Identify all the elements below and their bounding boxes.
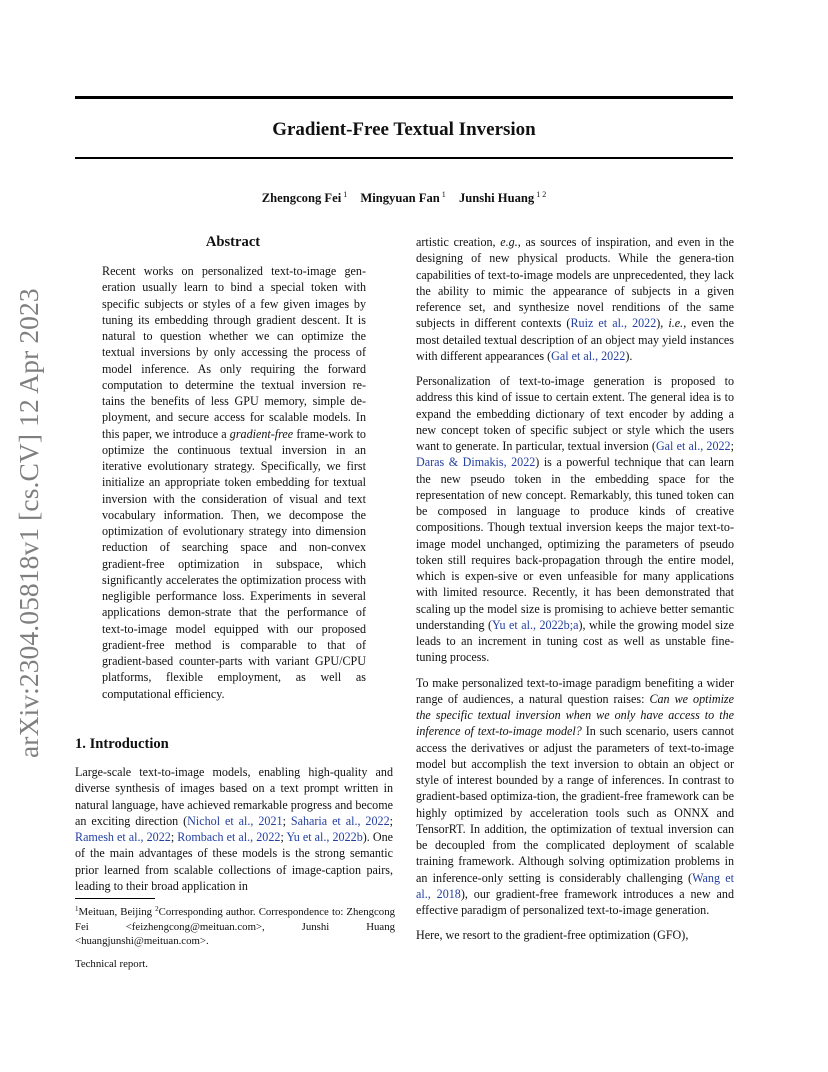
abstract-text: frame-work to optimize the continuous textual inversion in an iterative evolutionary strategy. Specifically, we first initialize an appropriate token embedding for textual inversion with the consideration of visual and text vocabulary information. Then, we decompose the optimization of evolutionary strategy into dimension reduction of searching space and non-convex gradient-free optimization in subspace, which significantly accelerates the optimization process with negligible performance loss. Experiments in several applications demon-strate that the performance of text-to-image model equipped with our proposed gradient-free method is comparable to that of gradient-based counter-parts with variant GPU/CPU platforms, flexible employment, as well as computational efficiency. [102, 426, 366, 701]
body-text: To make personalized text-to-image paradigm benefiting a wider range of audiences, a natural question raises: [416, 675, 734, 706]
footnote-rule [75, 898, 155, 899]
abstract-emphasis: gradient-free [229, 426, 294, 441]
citation-link[interactable]: Yu et al., 2022b [286, 830, 363, 844]
technical-report-note: Technical report. [75, 958, 148, 970]
author [459, 191, 546, 205]
body-paragraph: Here, we resort to the gradient-free optimization (GFO), [416, 928, 689, 943]
body-text: artistic creation, [416, 235, 501, 249]
citation-link[interactable]: Gal et al., 2022 [655, 439, 731, 453]
body-text: ; [730, 439, 734, 453]
author-affiliation: 1 [343, 190, 348, 199]
citation-link[interactable]: Yu et al., 2022b;a [492, 617, 579, 632]
emphasis: i.e. [668, 316, 684, 331]
body-text: ; [170, 830, 178, 844]
citation-link[interactable]: Nichol et al., 2021 [187, 813, 283, 828]
author-affiliation: 1 [441, 190, 446, 199]
body-text: In such scenario, users cannot access the derivatives or adjust the parameters of text-to-image model but accomplish the text inversion to obtain an object or style of interest bounded by a range of inferences. In contrast to gradient-based optimiza-tion, the gradient-free framework can be highly optimized by acceleration tools such as ONNX and TensorRT. In addition, the optimization of textual inversion can be decoupled from the complicated deployment of scalable training framework. Although solving optimization problems in an inference-only setting is considerably challenging ( [416, 724, 734, 885]
author [262, 191, 347, 205]
emphasis: Can we optimize the specific textual inversion when we only have access to the inference of text-to-image model? [416, 691, 735, 739]
citation-link[interactable]: Ramesh et al., 2022 [75, 830, 171, 844]
body-text: ) is a powerful technique that can learn the new pseudo token in the embedding space for the representation of new concept. Remarkably, this tuned token can be composed in language to produce kinds of creative compositions. Though textual inversion keeps the major text-to-image model unchanged, optimizing the parameters of pseudo token still requires back-propagation through the entire model, which is expen-sive or even unfeasible for many applications with limited resource. Recently, it has been demonstrated that scaling up the model size is promising to achieve better semantic understanding ( [416, 455, 734, 632]
body-paragraph [416, 373, 734, 666]
citation-link[interactable]: Daras & Dimakis, 2022 [416, 455, 536, 470]
body-text: ), our gradient-free framework introduces a new and effective paradigm of personalized text-to-image generation. [416, 886, 734, 917]
emphasis: e.g. [500, 235, 518, 249]
body-paragraph [416, 675, 734, 919]
author-name: Junshi Huang [458, 191, 535, 205]
section-heading-introduction: 1. Introduction [75, 736, 169, 752]
footnote-text: Corresponding author. Correspondence to: Zhengcong Fei <feizhengcong@meituan.com>, Junshi Huang <huangjunshi@meituan.com>. [75, 906, 395, 947]
citation-link[interactable]: Gal et al., 2022 [551, 348, 626, 363]
right-column [416, 234, 734, 953]
body-text: , as sources of inspiration, and even in the designing of new physical products. While the genera-tion capabilities of text-to-image models are unprecedented, they lack the ability to mimic the appearance of subjects in a given reference set, and synthesize novel renditions of the same subjects in different contexts ( [416, 235, 734, 331]
body-text: ), [656, 316, 669, 331]
citation-link[interactable]: Rombach et al., 2022 [177, 830, 281, 844]
author-list [75, 185, 733, 208]
body-text: Personalization of text-to-image generation is proposed to address this kind of issue to certain extent. The general idea is to expand the embedding dictionary of text encoder by adding a new concept token of specific subject or style which the users want to generate. In particular, textual inversion ( [416, 374, 734, 453]
arxiv-identifier-stamp: arXiv:2304.05818v1 [cs.CV] 12 Apr 2023 [13, 288, 44, 758]
body-text: , even the most detailed textual description of an object may yield instances with different appearances ( [416, 316, 734, 363]
abstract-paragraph [102, 263, 366, 702]
citation-link[interactable]: Wang et al., 2018 [416, 870, 734, 901]
footnote-marker: 2 [155, 905, 159, 913]
title-bottom-rule [75, 157, 733, 159]
author-name: Zhengcong Fei [261, 191, 342, 205]
abstract-body [102, 263, 366, 702]
body-text: ; [389, 813, 393, 828]
citation-link[interactable]: Ruiz et al., 2022 [570, 316, 657, 331]
paper-title: Gradient-Free Textual Inversion [272, 119, 536, 140]
author [360, 191, 445, 205]
body-paragraph [416, 234, 734, 364]
title-top-rule [75, 96, 733, 99]
body-text: ), while the growing model size leads to an increment in tuning cost as well as unstable fine-tuning process. [416, 617, 734, 665]
abstract-heading: Abstract [205, 234, 261, 250]
footnote-marker: 1 [75, 905, 79, 913]
body-text: ). [625, 348, 633, 363]
citation-link[interactable]: Saharia et al., 2022 [290, 813, 390, 828]
footnote-text: Meituan, Beijing [78, 906, 156, 918]
footnote [75, 902, 395, 949]
author-name: Mingyuan Fan [360, 191, 440, 205]
author-affiliation: 1 2 [536, 190, 547, 199]
body-text: ). One of the main advantages of these models is the strong semantic prior learned from scalable collections of image-caption pairs, leading to their broad application in [75, 830, 393, 893]
body-text: ; [280, 830, 287, 844]
abstract-text: Recent works on personalized text-to-image gen-eration usually learn to bind a special token with specific subjects or styles of a few given images by tuning its embedding through gradient descent. It is natural to question whether we can optimize the textual inversions by only accessing the process of model inference. As only requiring the forward computation to determine the textual inversion re-tains the benefits of less GPU memory, simple de-ployment, and secure access for scalable models. In this paper, we introduce a [102, 264, 366, 441]
introduction-body [75, 764, 393, 894]
body-text: Large-scale text-to-image models, enabling high-quality and diverse synthesis of images based on a text prompt written in natural language, have achieved remarkable progress and become an exciting direction ( [75, 765, 393, 828]
introduction-paragraph [75, 764, 393, 894]
body-text: ; [282, 813, 291, 828]
